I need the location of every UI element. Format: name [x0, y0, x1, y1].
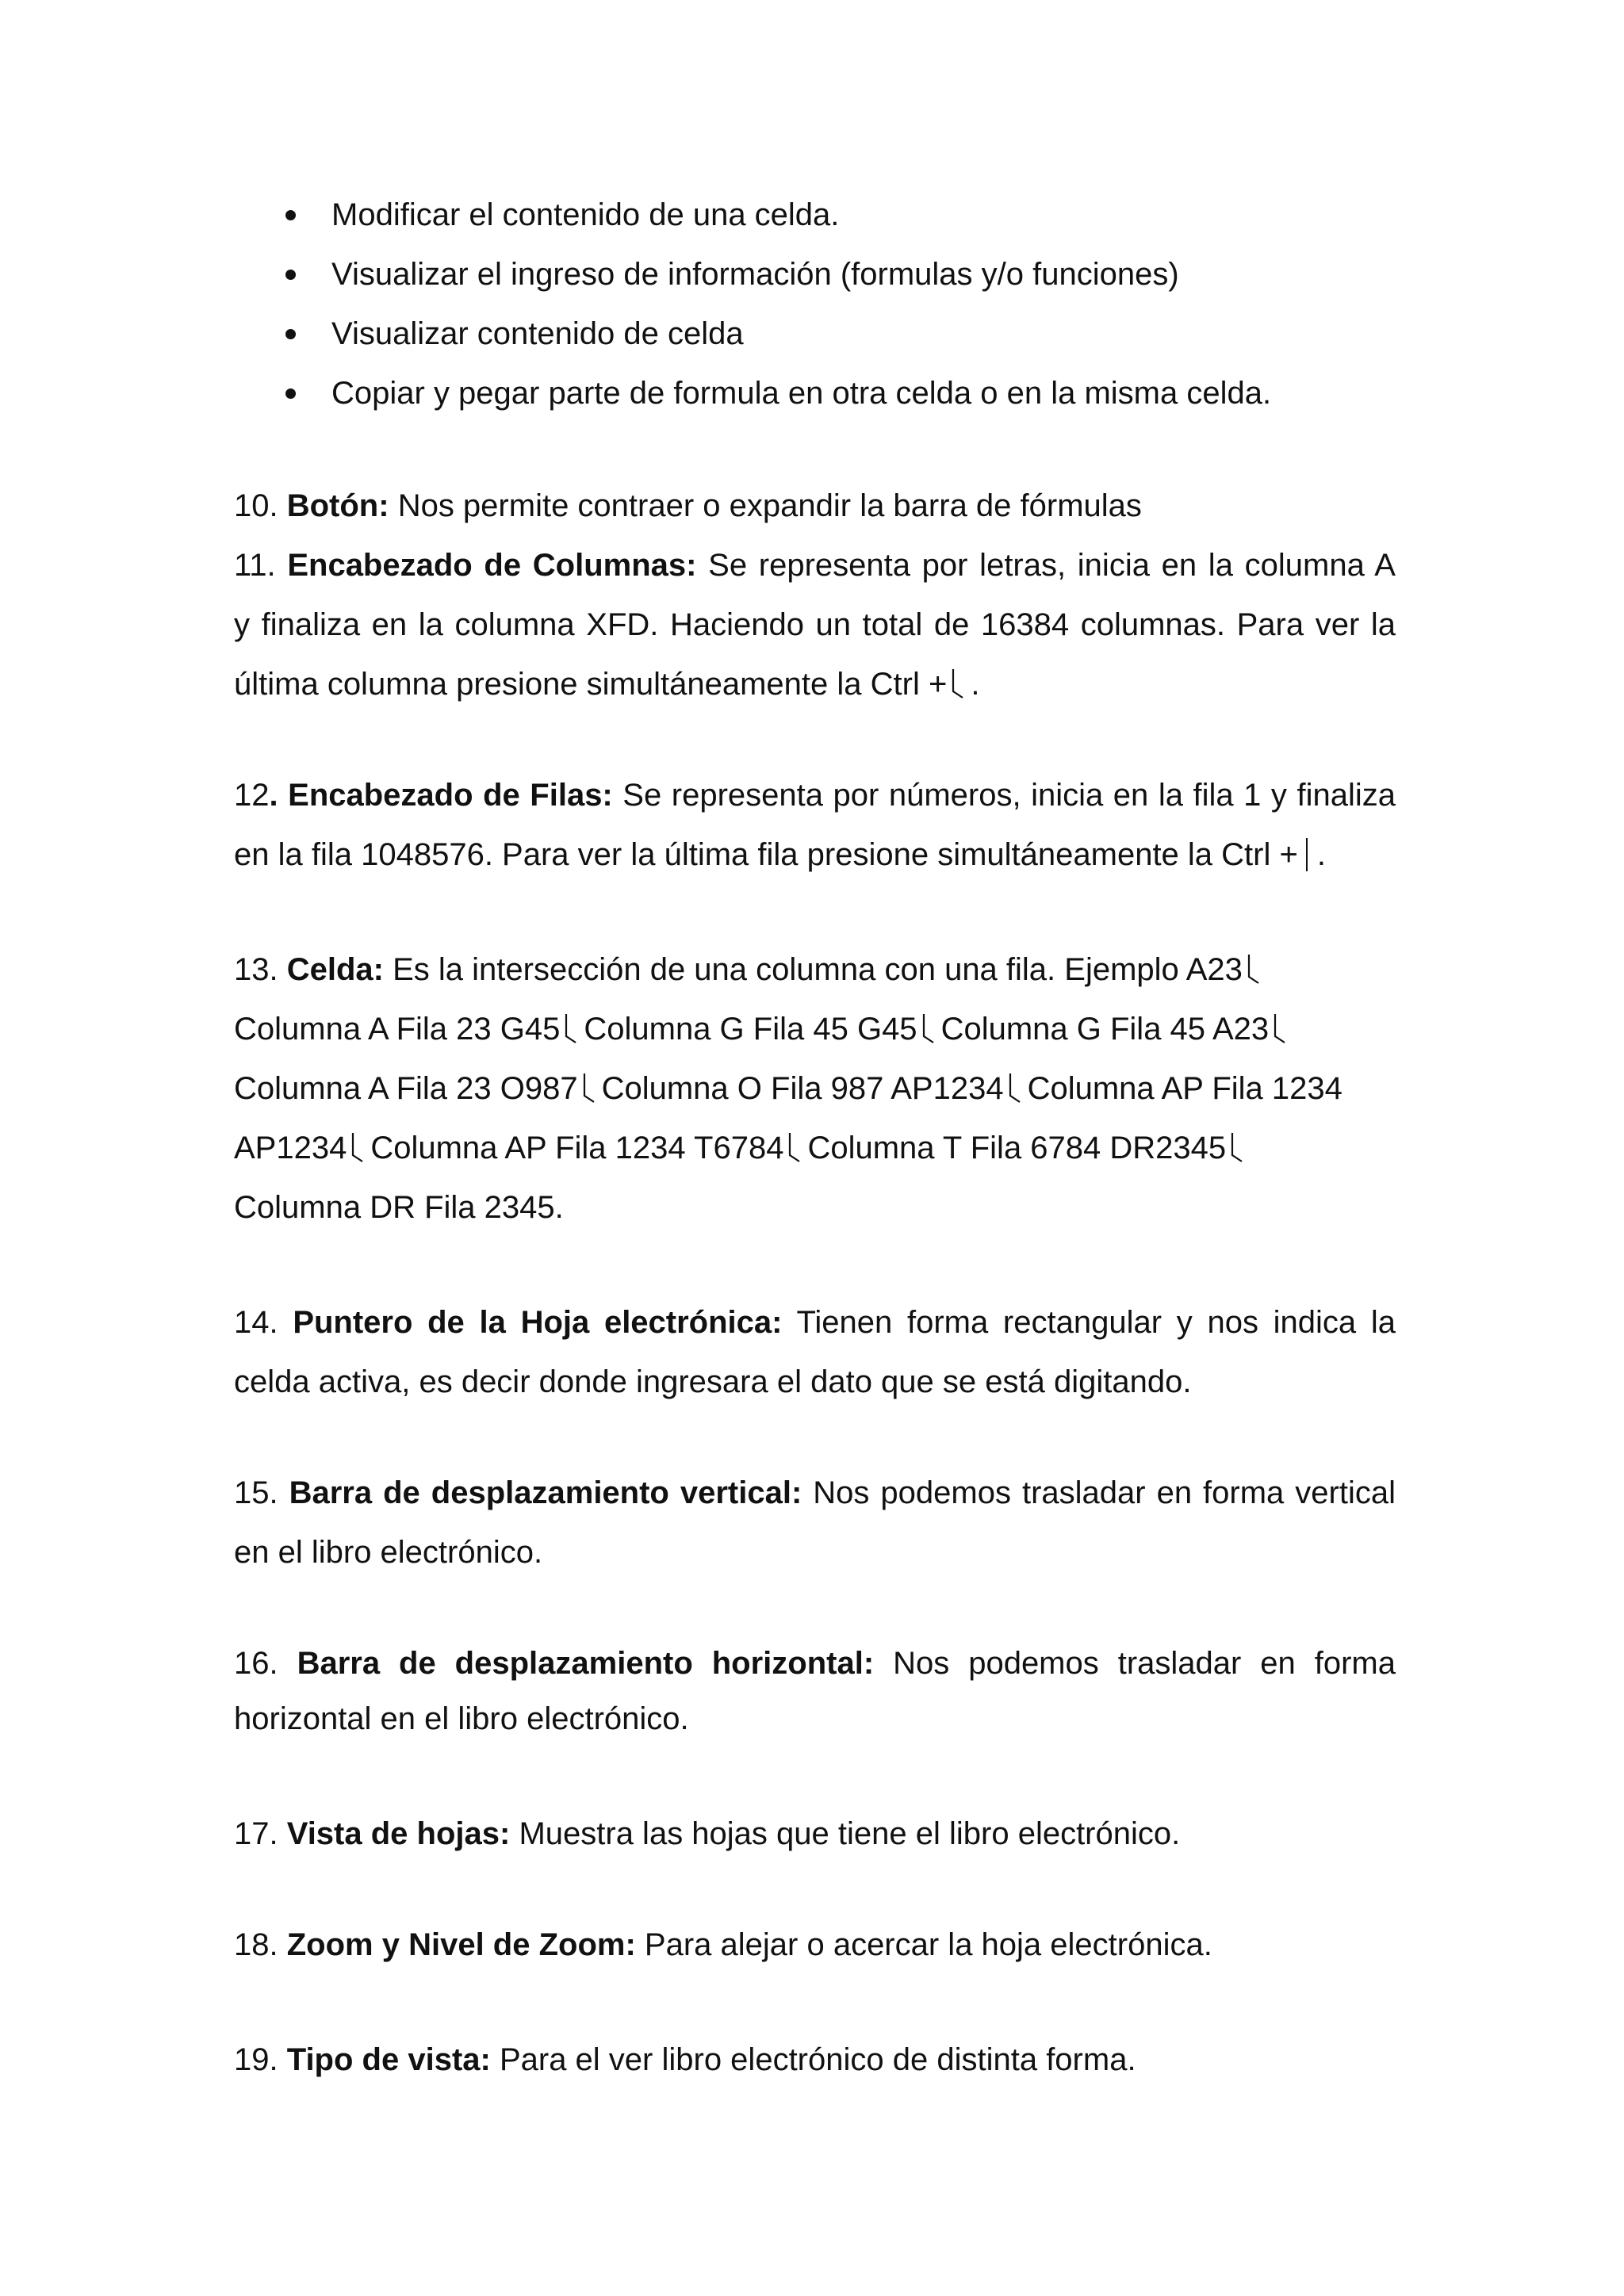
item-text: Se representa por números, inicia en la fila 1 y finaliza [622, 778, 1396, 813]
item-11-line-2: y finaliza en la columna XFD. Haciendo un total de 16384 columnas. Para ver la [234, 607, 1396, 642]
arrow-down-key-icon [1306, 838, 1308, 871]
item-text: Tienen forma rectangular y nos indica la [796, 1305, 1396, 1340]
bullet-item: Modificar el contenido de una celda. [331, 197, 840, 232]
item-text: última columna presione simultáneamente la Ctrl + [234, 667, 948, 702]
item-number: 19. [234, 2042, 278, 2077]
bullet-dot [285, 388, 296, 399]
item-term: Botón: [286, 488, 389, 523]
item-13-line-3 [234, 1066, 1396, 1111]
item-14-line-1 [234, 1300, 1396, 1345]
item-number: 10. [234, 488, 278, 523]
item-16-line-2: horizontal en el libro electrónico. [234, 1701, 689, 1736]
item-punctuation: . [971, 667, 980, 702]
item-14-line-2: celda activa, es decir donde ingresara el dato que se está digitando. [234, 1364, 1192, 1399]
item-15-line-1 [234, 1471, 1396, 1515]
item-text: Columna A Fila 23 O987 [234, 1071, 578, 1106]
item-number: 17. [234, 1816, 278, 1851]
item-text: en la fila 1048576. Para ver la última fila presione simultáneamente la Ctrl + [234, 837, 1298, 872]
item-number: 15. [234, 1475, 278, 1510]
item-13-line-5: Columna DR Fila 2345. [234, 1190, 564, 1225]
item-11-line-1 [234, 543, 1396, 587]
bullet-dot [285, 210, 296, 220]
item-text: Muestra las hojas que tiene el libro electrónico. [519, 1816, 1181, 1851]
arrow-icon [1007, 1072, 1023, 1104]
item-text: Columna A Fila 23 G45 [234, 1012, 561, 1047]
item-15-line-2: en el libro electrónico. [234, 1535, 543, 1570]
item-number: 12 [234, 778, 270, 813]
item-term: . Encabezado de Filas: [269, 778, 613, 813]
item-text: Es la intersección de una columna con una fila. Ejemplo A23 [393, 952, 1243, 987]
arrow-icon [921, 1012, 936, 1044]
item-17 [234, 1812, 1396, 1856]
item-number: 13. [234, 952, 278, 987]
item-19 [234, 2038, 1396, 2082]
item-term: Vista de hojas: [286, 1816, 511, 1851]
bullet-item: Copiar y pegar parte de formula en otra celda o en la misma celda. [331, 376, 1272, 411]
item-16-line-1 [234, 1641, 1396, 1686]
item-10 [234, 484, 1396, 528]
item-13-line-1 [234, 947, 1396, 992]
item-term: Encabezado de Columnas: [287, 548, 697, 583]
item-punctuation: . [1316, 837, 1326, 872]
item-term: Barra de desplazamiento horizontal: [297, 1646, 875, 1681]
bullet-dot [285, 329, 296, 339]
bullet-item: Visualizar el ingreso de información (formulas y/o funciones) [331, 257, 1179, 292]
bullet-item: Visualizar contenido de celda [331, 316, 744, 351]
arrow-icon [1229, 1131, 1245, 1163]
item-text: Columna G Fila 45 A23 [940, 1012, 1270, 1047]
item-term: Tipo de vista: [286, 2042, 491, 2077]
item-13-line-2 [234, 1007, 1396, 1051]
item-text: AP1234 [234, 1131, 347, 1165]
item-term: Puntero de la Hoja electrónica: [293, 1305, 783, 1340]
item-number: 11. [234, 548, 276, 583]
item-text: Columna T Fila 6784 DR2345 [807, 1131, 1227, 1165]
item-text: Para el ver libro electrónico de distinta forma. [499, 2042, 1136, 2077]
arrow-icon [1272, 1012, 1288, 1044]
arrow-icon [563, 1012, 579, 1044]
arrow-icon [1246, 953, 1262, 985]
item-11-line-3 [234, 662, 1396, 706]
item-text: Nos podemos trasladar en forma [893, 1646, 1396, 1681]
item-text: Se representa por letras, inicia en la columna A [708, 548, 1396, 583]
arrow-icon [787, 1131, 802, 1163]
arrow-right-key-icon [950, 668, 966, 699]
arrow-icon [581, 1072, 597, 1104]
item-text: Para alejar o acercar la hoja electrónica. [644, 1927, 1212, 1962]
item-text: Nos podemos trasladar en forma vertical [813, 1475, 1396, 1510]
item-text: Columna AP Fila 1234 [1027, 1071, 1342, 1106]
item-12-line-2 [234, 832, 1396, 877]
item-text: Columna AP Fila 1234 T6784 [370, 1131, 784, 1165]
item-term: Zoom y Nivel de Zoom: [286, 1927, 636, 1962]
item-13-line-4 [234, 1126, 1396, 1170]
item-number: 18. [234, 1927, 278, 1962]
item-18 [234, 1923, 1396, 1967]
item-term: Celda: [286, 952, 384, 987]
item-text: Nos permite contraer o expandir la barra de fórmulas [397, 488, 1142, 523]
item-text: Columna O Fila 987 AP1234 [601, 1071, 1004, 1106]
arrow-icon [350, 1131, 366, 1163]
item-number: 16. [234, 1646, 278, 1681]
item-12-line-1 [234, 773, 1396, 817]
item-text: Columna G Fila 45 G45 [584, 1012, 917, 1047]
item-number: 14. [234, 1305, 278, 1340]
bullet-dot [285, 270, 296, 280]
item-term: Barra de desplazamiento vertical: [289, 1475, 802, 1510]
